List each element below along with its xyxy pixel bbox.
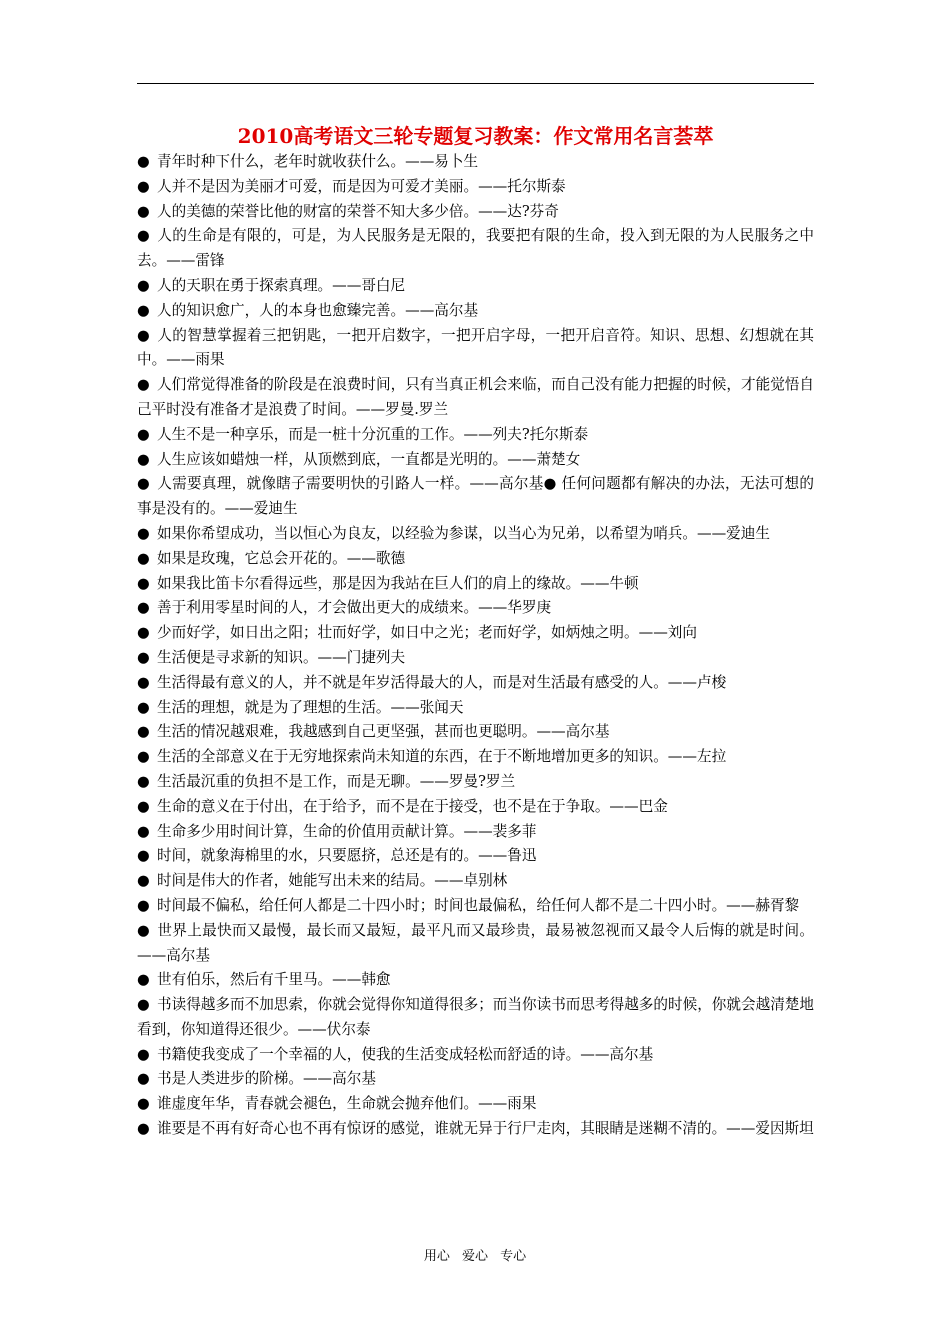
quote-item	[137, 795, 814, 820]
quote-item	[137, 770, 814, 795]
quote-text: 谁虚度年华，青春就会褪色，生命就会抛弃他们。——雨果	[157, 1095, 537, 1113]
quote-item	[137, 1067, 814, 1092]
bullet-icon: ●	[137, 425, 150, 443]
quote-text: 时间，就象海棉里的水，只要愿挤，总还是有的。——鲁迅	[157, 847, 537, 865]
quote-item	[137, 522, 814, 547]
quote-item	[137, 696, 814, 721]
bullet-icon: ●	[137, 376, 150, 394]
quote-text: 生活的全部意义在于无穷地探索尚未知道的东西，在于不断地增加更多的知识。——左拉	[157, 748, 727, 766]
quote-item	[137, 621, 814, 646]
page-footer: 用心 爱心 专心	[423, 1249, 527, 1264]
bullet-icon: ●	[137, 673, 150, 691]
quote-item	[137, 646, 814, 671]
bullet-icon: ●	[137, 301, 150, 319]
quote-text: 人的天职在勇于探索真理。——哥白尼	[157, 276, 406, 294]
quote-text: 少而好学，如日出之阳；壮而好学，如日中之光；老而好学，如炳烛之明。——刘向	[157, 624, 697, 642]
quote-text: 人生应该如蜡烛一样，从顶燃到底，一直都是光明的。——萧楚女	[157, 450, 581, 468]
quote-item	[137, 993, 814, 1043]
quote-item	[137, 299, 814, 324]
bullet-icon: ●	[137, 847, 150, 865]
bullet-icon: ●	[137, 475, 150, 493]
quote-item	[137, 572, 814, 597]
quote-text: 青年时种下什么，老年时就收获什么。——易卜生	[157, 153, 479, 170]
quote-text: 生活的情况越艰难，我越感到自己更坚强，甚而也更聪明。——高尔基	[157, 723, 610, 741]
quote-item	[137, 820, 814, 845]
quote-item	[137, 1117, 814, 1142]
page-title: 2010高考语文三轮专题复习教案：作文常用名言荟萃	[237, 124, 714, 148]
quote-item	[137, 720, 814, 745]
quote-text: 人的美德的荣誉比他的财富的荣誉不知大多少倍。——达?芬奇	[157, 202, 559, 220]
bullet-icon: ●	[137, 574, 150, 592]
quote-item	[137, 894, 814, 919]
bullet-icon: ●	[137, 772, 150, 790]
quote-item	[137, 423, 814, 448]
quote-item	[137, 472, 814, 522]
quote-list	[137, 150, 814, 1142]
quote-text: 生活得最有意义的人，并不就是年岁活得最大的人，而是对生活最有感受的人。——卢梭	[157, 673, 727, 691]
quote-text: 人的智慧掌握着三把钥匙，一把开启数字，一把开启字母，一把开启音符。知识、思想、幻想就在其中。——雨果	[137, 326, 814, 369]
quote-text: 人并不是因为美丽才可爱，而是因为可爱才美丽。——托尔斯泰	[157, 177, 566, 195]
quote-item	[137, 919, 814, 969]
quote-text: 生活便是寻求新的知识。——门捷列夫	[157, 648, 406, 666]
quote-text: 人需要真理，就像瞎子需要明快的引路人一样。——高尔基● 任何问题都有解决的办法，无法可想的事是没有的。——爱迪生	[137, 475, 814, 518]
bullet-icon: ●	[137, 748, 150, 766]
bullet-icon: ●	[137, 153, 150, 170]
quote-item	[137, 671, 814, 696]
quote-text: 世有伯乐，然后有千里马。——韩愈	[157, 971, 391, 989]
quote-item	[137, 968, 814, 993]
quote-item	[137, 596, 814, 621]
quote-text: 人们常觉得准备的阶段是在浪费时间，只有当真正机会来临，而自己没有能力把握的时候，才能觉悟自己平时没有准备才是浪费了时间。——罗曼.罗兰	[137, 376, 814, 418]
quote-text: 善于利用零星时间的人，才会做出更大的成绩来。——华罗庚	[157, 599, 552, 617]
quote-text: 生活的理想，就是为了理想的生活。——张闻天	[157, 698, 464, 716]
bullet-icon: ●	[137, 276, 150, 294]
bullet-icon: ●	[137, 227, 150, 245]
quote-text: 生命多少用时间计算，生命的价值用贡献计算。——裴多菲	[157, 822, 537, 840]
quote-text: 书是人类进步的阶梯。——高尔基	[157, 1070, 376, 1088]
quote-item	[137, 224, 814, 274]
quote-text: 生命的意义在于付出，在于给予，而不是在于接受，也不是在于争取。——巴金	[157, 797, 668, 815]
bullet-icon: ●	[137, 797, 150, 815]
bullet-icon: ●	[137, 1095, 150, 1113]
bullet-icon: ●	[137, 996, 150, 1014]
quote-text: 人的知识愈广，人的本身也愈臻完善。——高尔基	[157, 301, 479, 319]
quote-text: 谁要是不再有好奇心也不再有惊讶的感觉，谁就无异于行尸走肉，其眼睛是迷糊不清的。——爱因斯坦	[157, 1120, 814, 1138]
bullet-icon: ●	[137, 624, 150, 642]
quote-text: 书读得越多而不加思索，你就会觉得你知道得很多；而当你读书而思考得越多的时候，你就会越清楚地看到，你知道得还很少。——伏尔泰	[137, 996, 814, 1038]
quote-text: 如果我比笛卡尔看得远些，那是因为我站在巨人们的肩上的缘故。——牛顿	[157, 574, 639, 592]
quote-item	[137, 324, 814, 374]
header-rule	[137, 83, 814, 84]
bullet-icon: ●	[137, 599, 150, 617]
bullet-icon: ●	[137, 648, 150, 666]
bullet-icon: ●	[137, 1120, 150, 1138]
quote-item	[137, 745, 814, 770]
quote-item	[137, 150, 814, 175]
quote-item	[137, 1092, 814, 1117]
bullet-icon: ●	[137, 723, 150, 741]
quote-item	[137, 200, 814, 225]
quote-text: 时间最不偏私，给任何人都是二十四小时；时间也最偏私，给任何人都不是二十四小时。——赫胥黎	[157, 896, 800, 914]
bullet-icon: ●	[137, 1070, 150, 1088]
quote-text: 时间是伟大的作者，她能写出未来的结局。——卓别林	[157, 872, 508, 890]
quote-text: 世界上最快而又最慢，最长而又最短，最平凡而又最珍贵，最易被忽视而又最令人后悔的就是时间。——高尔基	[137, 921, 814, 964]
quote-item	[137, 274, 814, 299]
bullet-icon: ●	[137, 177, 150, 195]
quote-text: 人的生命是有限的，可是，为人民服务是无限的，我要把有限的生命，投入到无限的为人民服务之中去。——雷锋	[137, 227, 814, 270]
quote-item	[137, 1043, 814, 1068]
quote-text: 如果是玫瑰，它总会开花的。——歌德	[157, 549, 406, 567]
quote-item	[137, 869, 814, 894]
quote-text: 人生不是一种享乐，而是一桩十分沉重的工作。——列夫?托尔斯泰	[157, 425, 589, 443]
quote-text: 生活最沉重的负担不是工作，而是无聊。——罗曼?罗兰	[157, 772, 516, 790]
bullet-icon: ●	[137, 872, 150, 890]
bullet-icon: ●	[137, 202, 150, 220]
bullet-icon: ●	[137, 524, 150, 542]
quote-item	[137, 373, 814, 423]
quote-item	[137, 448, 814, 473]
bullet-icon: ●	[137, 1045, 150, 1063]
bullet-icon: ●	[137, 698, 150, 716]
bullet-icon: ●	[137, 896, 150, 914]
bullet-icon: ●	[137, 450, 150, 468]
bullet-icon: ●	[137, 549, 150, 567]
bullet-icon: ●	[137, 326, 150, 344]
bullet-icon: ●	[137, 921, 150, 939]
bullet-icon: ●	[137, 971, 150, 989]
quote-item	[137, 844, 814, 869]
bullet-icon: ●	[137, 822, 150, 840]
quote-text: 书籍使我变成了一个幸福的人，使我的生活变成轻松而舒适的诗。——高尔基	[157, 1045, 654, 1063]
quote-text: 如果你希望成功，当以恒心为良友，以经验为参谋，以当心为兄弟，以希望为哨兵。——爱迪生	[157, 524, 770, 542]
quote-item	[137, 547, 814, 572]
quote-item	[137, 175, 814, 200]
